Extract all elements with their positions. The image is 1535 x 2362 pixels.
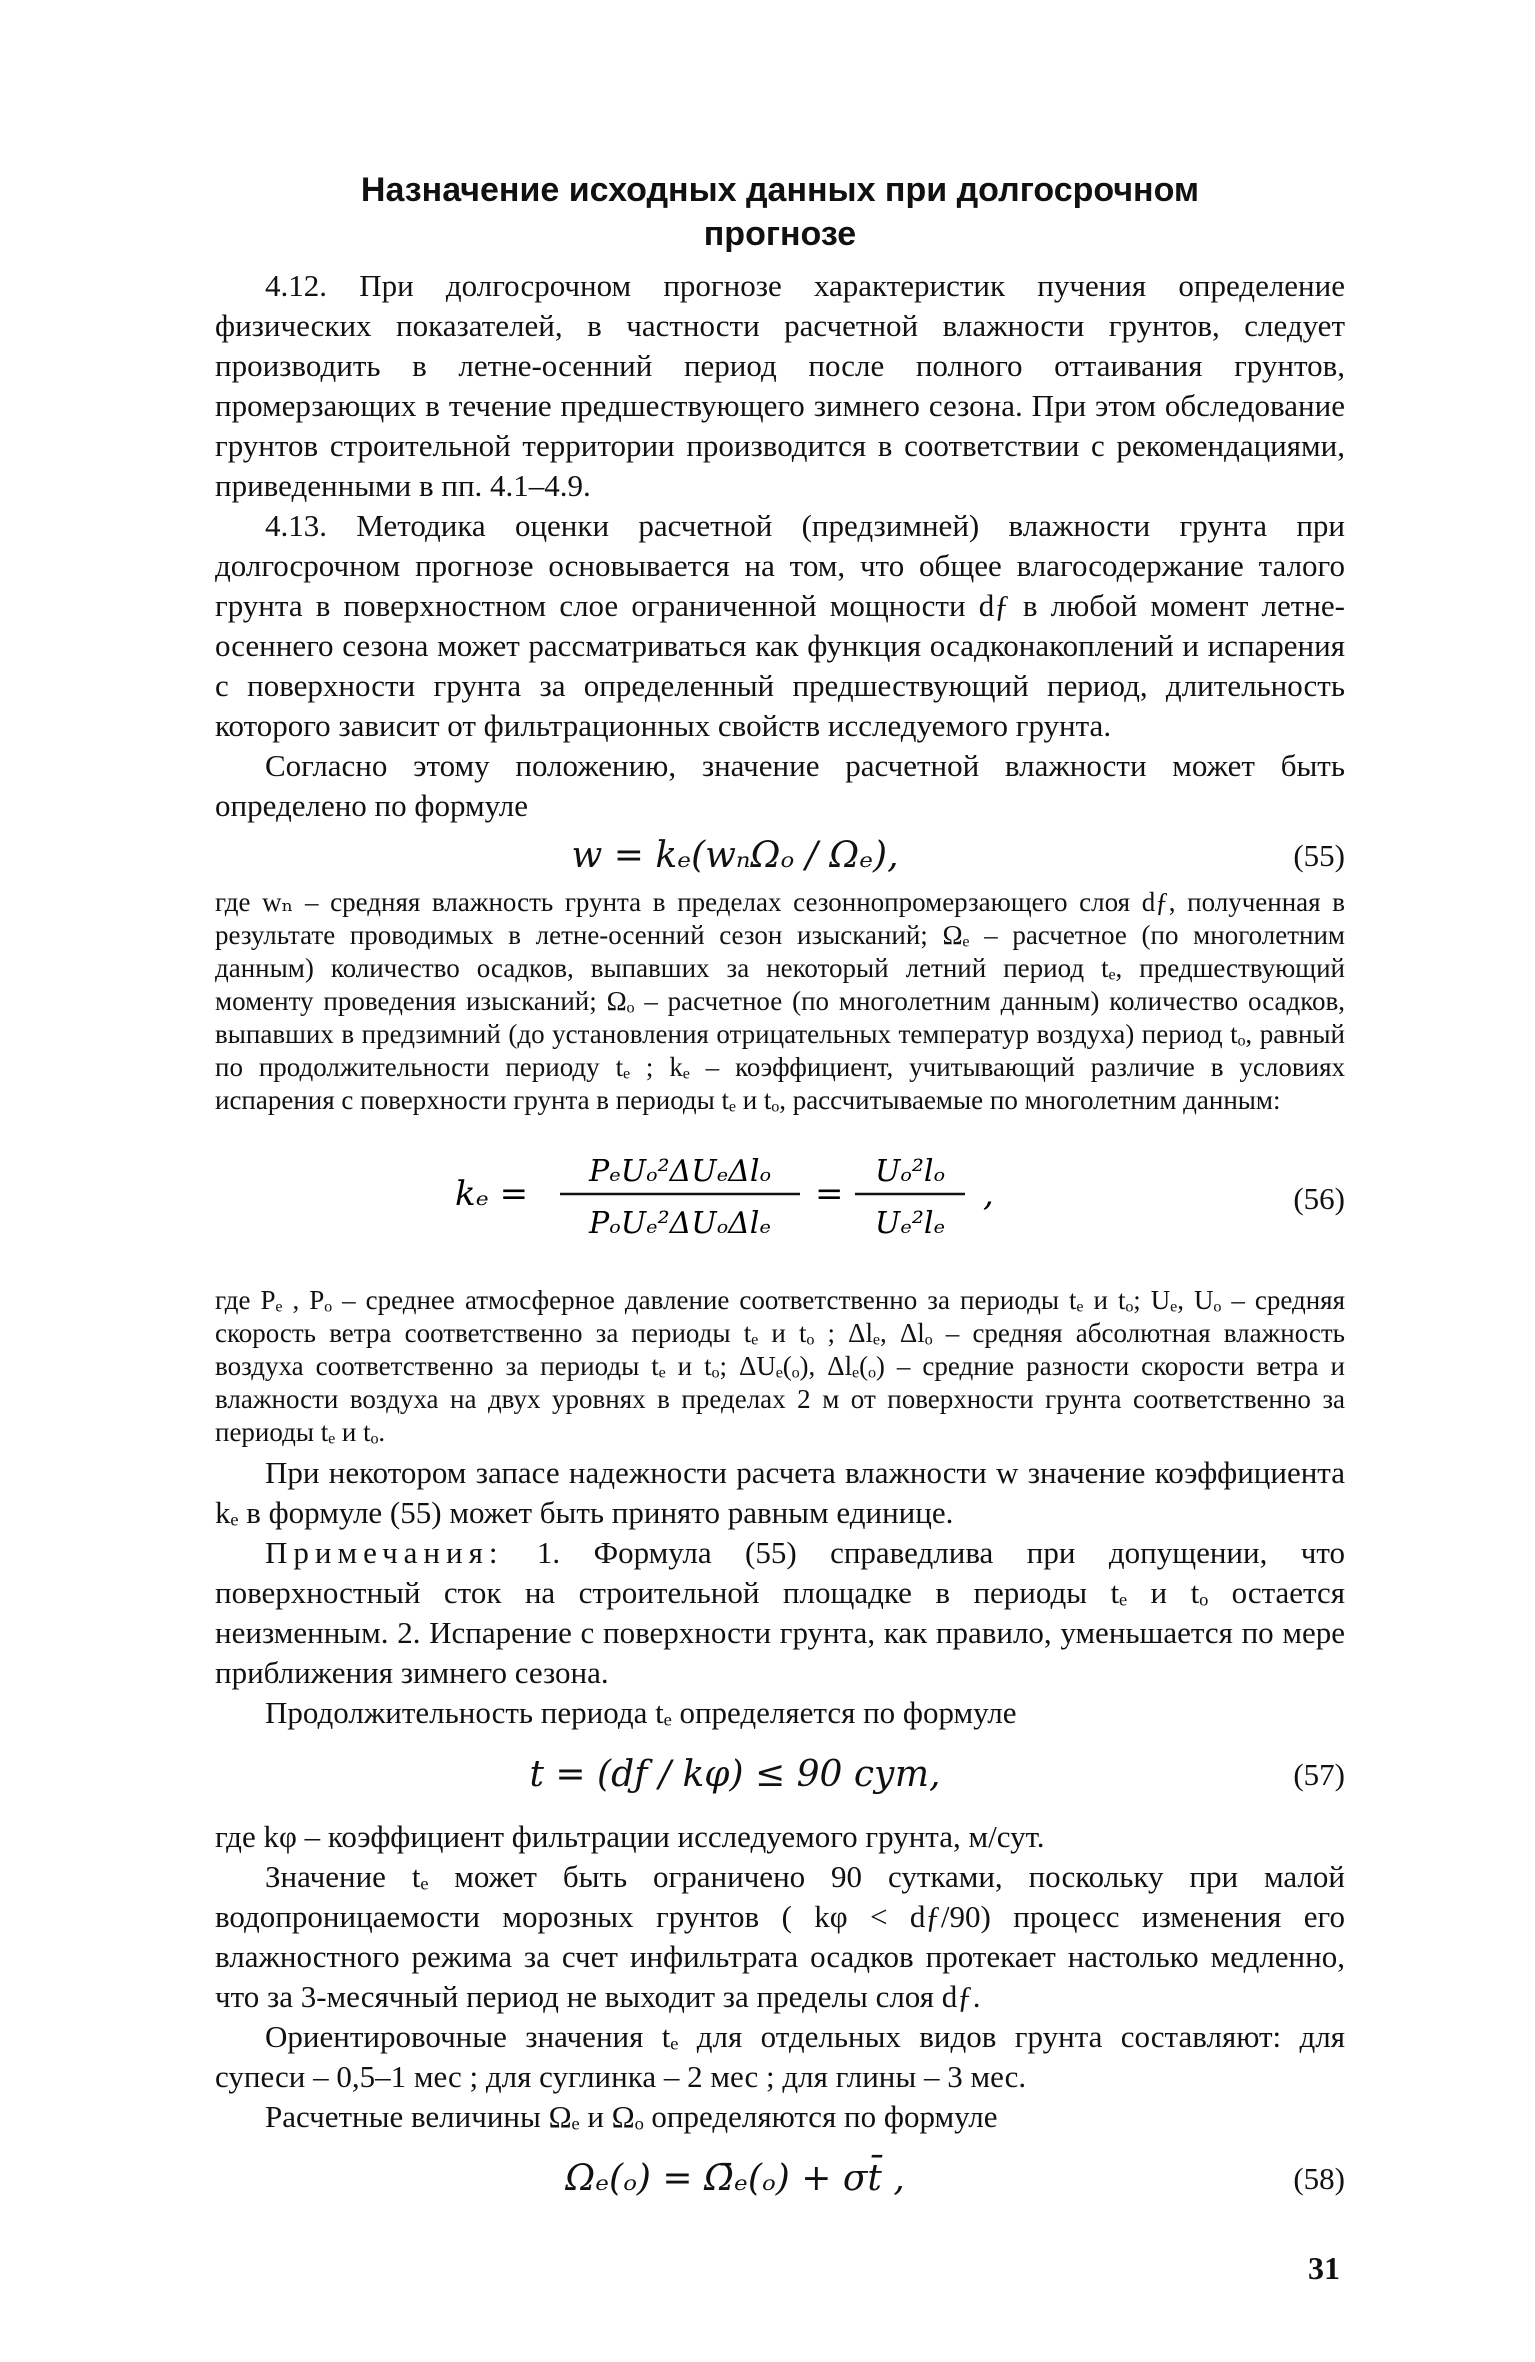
notes-text: 1. Формула (55) справедлива при допущении, что поверхностный сток на строительной площадке в периоды tₑ и tₒ остается неизменным. 2. Испарение с поверхности грунта, как правило, уменьшается по мере приближения зимнего сезона. [215,1535,1345,1690]
paragraph-where-57: где kφ – коэффициент фильтрации исследуемого грунта, м/сут. [215,1819,1045,1854]
formula-58: Ωₑ(ₒ) = Ω̄ₑ(ₒ) + σt̄ , [565,2158,905,2199]
formula-57: t = (dƒ / kφ) ≤ 90 сут, [529,1754,941,1795]
formula-57-row [215,1755,1345,1795]
formula-56-comma: , [983,1174,994,1214]
formula-55-row [215,836,1345,876]
formula-56-equals: = [815,1174,844,1214]
formula-56-lhs: kₑ = [455,1174,529,1214]
paragraph-intro-57: Продолжительность периода tₑ определяется по формуле [265,1695,1017,1730]
paragraph-reserve: При некотором запасе надежности расчета влажности w значение коэффициента kₑ в формуле (55) может быть принято равным единице. [215,1455,1345,1530]
heading-line-1: Назначение исходных данных при долгосрочном [360,171,1200,209]
formula-55-number: (55) [1293,838,1345,873]
paragraph-approx-values: Ориентировочные значения tₑ для отдельных видов грунта составляют: для супеси – 0,5–1 мес ; для суглинка – 2 мес ; для глины – 3 мес. [215,2019,1345,2094]
paragraph-4-12: 4.12. При долгосрочном прогнозе характеристик пучения определение физических показателей, в частности расчетной влажности грунтов, следует производить в летне-осенний период после полного оттаивания грунтов, промерзающих в течение предшествующего зимнего сезона. При этом обследование грунтов строительной территории производится в соответствии с рекомендациями, приведенными в пп. 4.1–4.9. [215,268,1345,503]
formula-56-numerator-1: PₑUₒ²ΔUₑΔlₒ [588,1154,772,1189]
document-body [215,168,1345,2199]
formula-56-denominator-1: PₒUₑ²ΔUₒΔlₑ [588,1206,772,1241]
paragraph-value-te: Значение tₑ может быть ограничено 90 сутками, поскольку при малой водопроницаемости морозных грунтов ( kφ < dƒ/90) процесс изменения его влажностного режима за счет инфильтрата осадков протекает настолько медленно, что за 3-месячный период не выходит за пределы слоя dƒ. [215,1859,1345,2014]
paragraph-notes [215,1533,1345,1693]
formula-58-row [215,2159,1345,2199]
formula-56-numerator-2: Uₒ²lₒ [874,1154,946,1189]
formula-55: w = kₑ(wₙΩₒ / Ωₑ), [571,835,899,876]
formula-57-number: (57) [1293,1757,1345,1792]
page-number: 31 [1308,2250,1340,2286]
formula-56-number: (56) [1293,1180,1345,1216]
formula-56 [215,1139,1255,1258]
paragraph-where-55: где wₙ – средняя влажность грунта в пределах сезоннопромерзающего слоя dƒ, полученная в результате проводимых в летне-осенний сезон изысканий; Ωₑ – расчетное (по многолетним данным) количество осадков, выпавших за некоторый летний период tₑ, предшествующий моменту проведения изысканий; Ωₒ – расчетное (по многолетним данным) количество осадков, выпавших в предзимний (до установления отрицательных температур воздуха) период tₒ, равный по продолжительности периоду tₑ ; kₑ – коэффициент, учитывающий различие в условиях испарения с поверхности грунта в периоды tₑ и tₒ, рассчитываемые по многолетним данным: [215,887,1345,1115]
paragraph-4-13: 4.13. Методика оценки расчетной (предзимней) влажности грунта при долгосрочном прогнозе основывается на том, что общее влагосодержание талого грунта в поверхностном слое ограниченной мощности dƒ в любой момент летне-осеннего сезона может рассматриваться как функция осадконакоплений и испарения с поверхности грунта за определенный предшествующий период, длительность которого зависит от фильтрационных свойств исследуемого грунта. [215,508,1345,743]
heading-line-2: прогнозе [703,215,857,253]
paragraph-where-56: где Pₑ , Pₒ – среднее атмосферное давление соответственно за периоды tₑ и tₒ; Uₑ, Uₒ – средняя скорость ветра соответственно за периоды tₑ и tₒ ; Δlₑ, Δlₒ – средняя абсолютная влажность воздуха соответственно за периоды tₑ и tₒ; ΔUₑ(ₒ), Δlₑ(ₒ) – средние разности скорости ветра и влажности воздуха на двух уровнях в пределах 2 м от поверхности грунта соответственно за периоды tₑ и tₒ. [215,1285,1345,1447]
paragraph-intro-58: Расчетные величины Ωₑ и Ωₒ определяются по формуле [265,2099,998,2134]
section-heading [215,168,1345,256]
paragraph-intro-55: Согласно этому положению, значение расчетной влажности может быть определено по формуле [215,748,1345,823]
formula-56-svg [455,1139,1015,1249]
formula-58-number: (58) [1293,2161,1345,2196]
notes-label: Примечания: [265,1535,504,1570]
formula-56-row [215,1139,1345,1258]
formula-56-denominator-2: Uₑ²lₑ [874,1206,946,1241]
